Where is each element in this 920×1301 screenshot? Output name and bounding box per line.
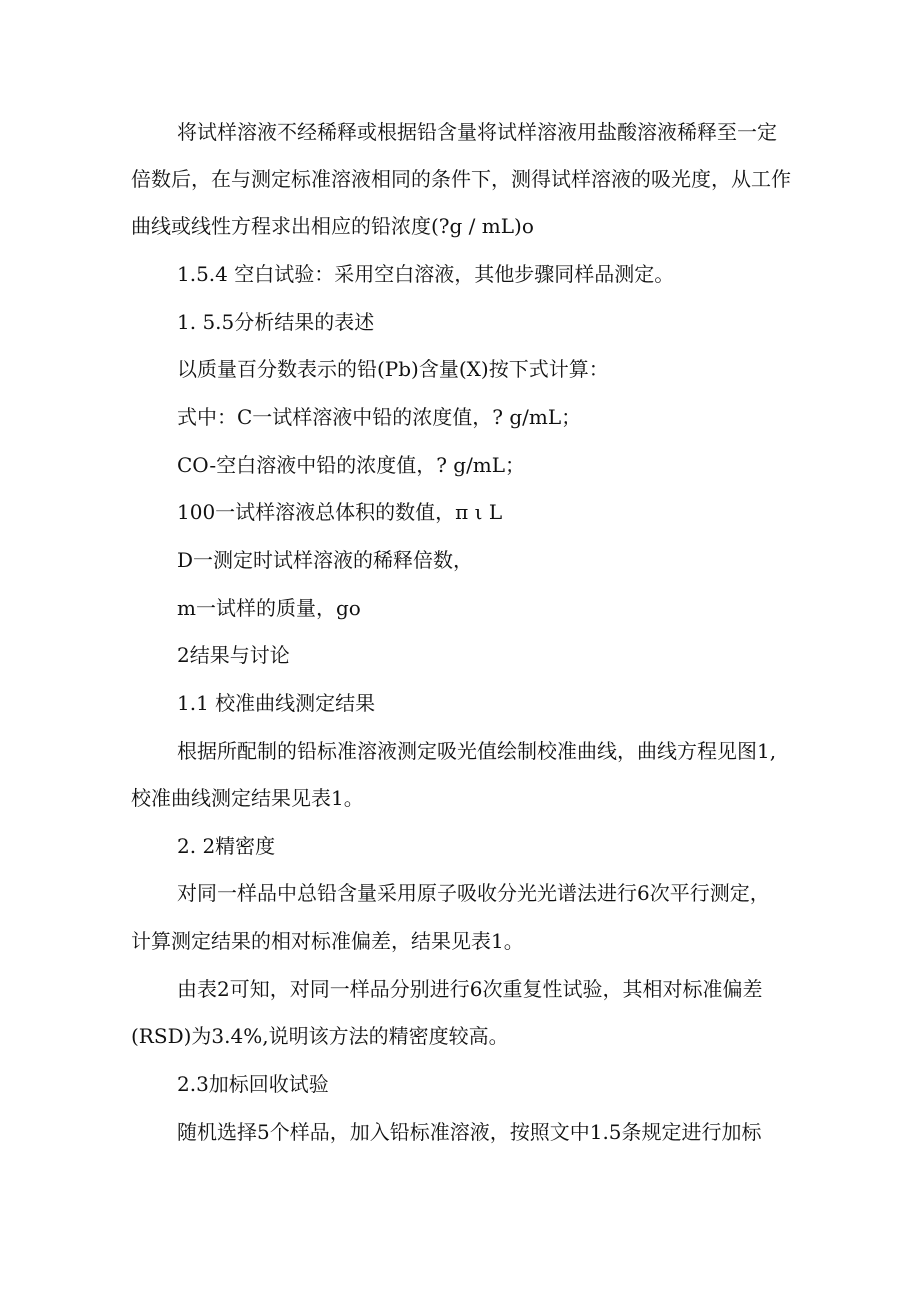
text-line-11: m一试样的质量，go [177,596,361,620]
text-line-7: 式中：C一试样溶液中铅的浓度值，? g/mL； [177,405,582,429]
text-line-6: 以质量百分数表示的铅(Pb)含量(X)按下式计算： [177,357,609,381]
text-line-17: 对同一样品中总铅含量采用原子吸收分光光谱法进行6次平行测定， [177,881,770,905]
text-line-18: 计算测定结果的相对标准偏差，结果见表1。 [131,929,524,953]
text-line-19: 由表2可知，对同一样品分别进行6次重复性试验，其相对标准偏差 [177,977,763,1001]
section-heading-2-2: 2. 2精密度 [177,834,276,858]
text-line-1: 将试样溶液不经稀释或根据铅含量将试样溶液用盐酸溶液稀释至一定 [177,120,777,144]
section-heading-1-1: 1.1 校准曲线测定结果 [177,691,376,715]
text-line-2: 倍数后，在与测定标准溶液相同的条件下，测得试样溶液的吸光度，从工作 [131,167,791,191]
text-line-3: 曲线或线性方程求出相应的铅浓度(?g / mL)o [131,214,534,238]
text-line-15: 校准曲线测定结果见表1。 [131,786,364,810]
text-line-10: D一测定时试样溶液的稀释倍数， [177,548,474,572]
section-heading-2: 2结果与讨论 [177,643,290,667]
text-line-22: 随机选择5个样品，加入铅标准溶液，按照文中1.5条规定进行加标 [177,1120,762,1144]
text-line-4: 1.5.4 空白试验：采用空白溶液，其他步骤同样品测定。 [177,262,675,286]
text-line-20: (RSD)为3.4%,说明该方法的精密度较高。 [131,1024,509,1048]
section-heading-1-5-5: 1. 5.5分析结果的表述 [177,310,375,334]
text-line-8: CO-空白溶液中铅的浓度值，? g/mL； [177,453,526,477]
section-heading-2-3: 2.3加标回收试验 [177,1072,329,1096]
text-line-14: 根据所配制的铅标准溶液测定吸光值绘制校准曲线，曲线方程见图1, [177,739,777,763]
text-line-9: 100一试样溶液总体积的数值，π ι L [177,500,503,524]
